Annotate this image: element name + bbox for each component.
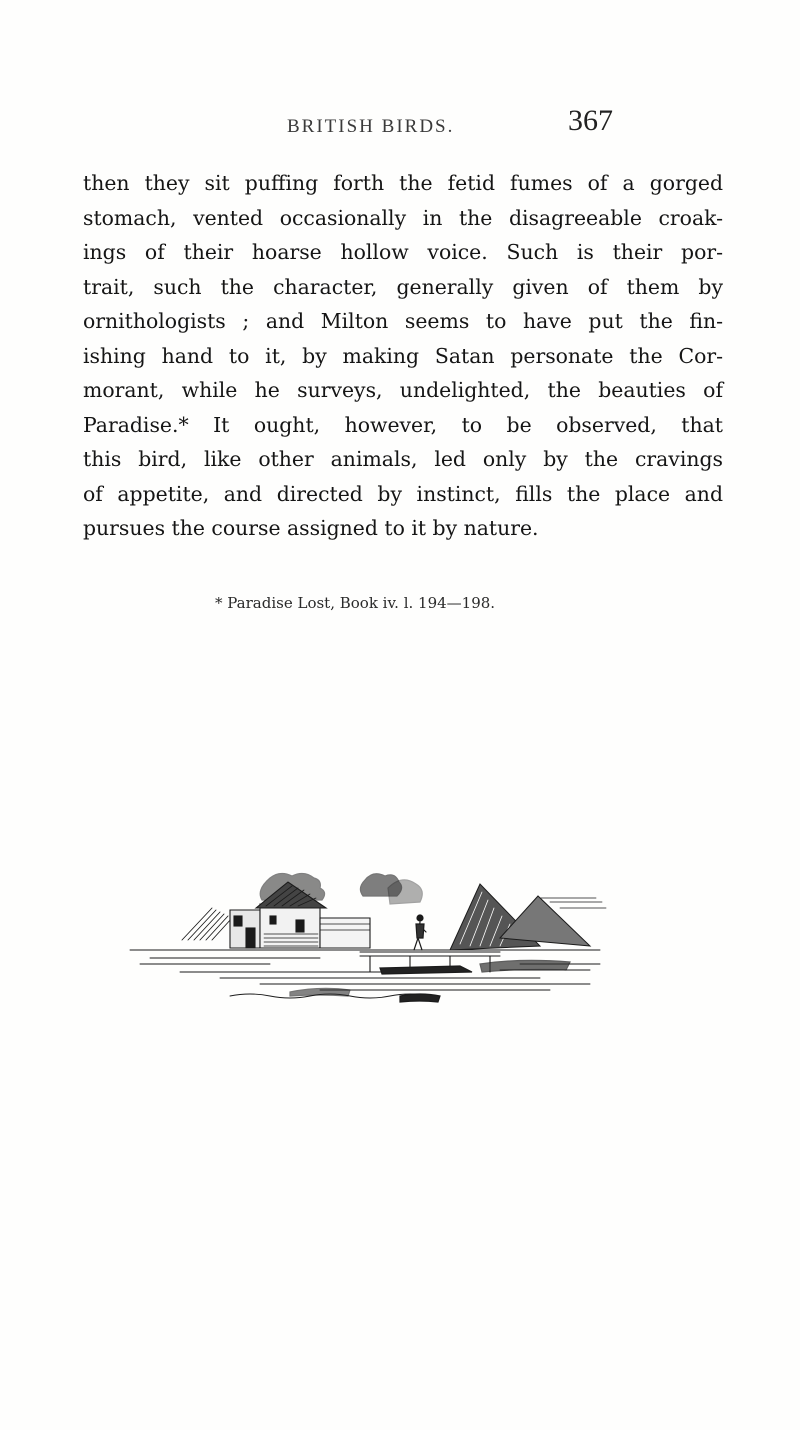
running-title: BRITISH BIRDS. bbox=[287, 116, 455, 137]
text-line: Paradise.* It ought, however, to be observed, that bbox=[83, 412, 723, 437]
cottage bbox=[230, 882, 370, 948]
footnote: * Paradise Lost, Book iv. l. 194—198. bbox=[215, 594, 496, 612]
text-line: ings of their hoarse hollow voice. Such is their por- bbox=[83, 240, 723, 264]
riverside-cottage-vignette-icon bbox=[120, 868, 610, 1008]
text-line: pursues the course assigned to it by nature. bbox=[83, 516, 539, 540]
thatched-shed bbox=[450, 884, 606, 950]
text-line: this bird, like other animals, led only by the cravings bbox=[83, 447, 723, 471]
text-line: ishing hand to it, by making Satan personate the Cor- bbox=[83, 343, 723, 368]
river bbox=[130, 950, 600, 998]
text-line: ornithologists ; and Milton seems to have put the fin- bbox=[83, 309, 723, 333]
figure bbox=[414, 915, 426, 950]
text-line: of appetite, and directed by instinct, fills the place and bbox=[83, 481, 723, 506]
text-line: stomach, vented occasionally in the disagreeable croak- bbox=[83, 205, 723, 230]
body-paragraph bbox=[83, 166, 723, 546]
text-line: trait, such the character, generally given of them by bbox=[83, 274, 723, 299]
text-line: morant, while he surveys, undelighted, the beauties of bbox=[83, 378, 723, 402]
left-slope bbox=[182, 908, 232, 940]
page-number: 367 bbox=[568, 104, 613, 137]
text-line: then they sit puffing forth the fetid fumes of a gorged bbox=[83, 171, 723, 195]
boat-and-reeds bbox=[290, 960, 570, 1002]
running-head bbox=[0, 104, 800, 144]
